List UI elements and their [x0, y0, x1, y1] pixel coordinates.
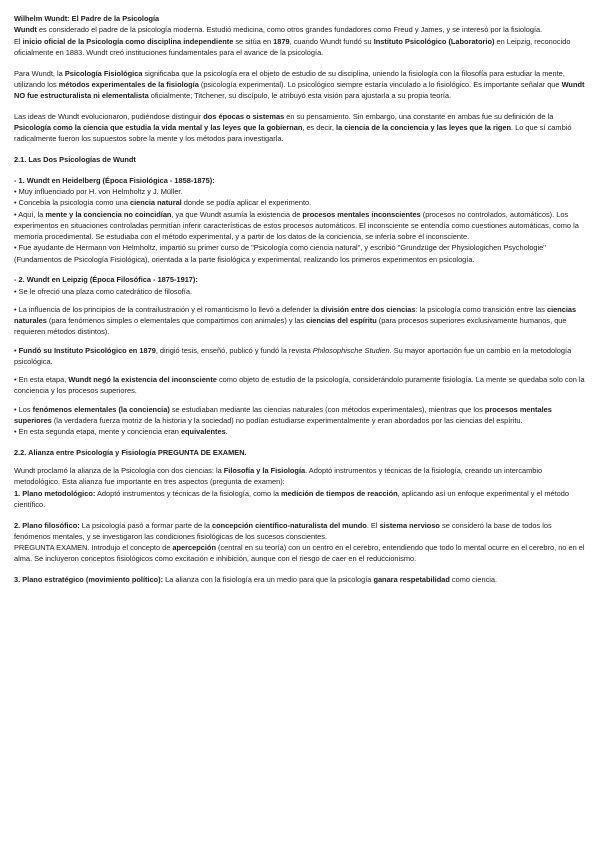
section-heading-2-1: 2.1. Las Dos Psicologías de Wundt — [14, 155, 136, 164]
plano-filosofico: 2. Plano filosófico: La psicología pasó a formar parte de la concepción científico-naturalista del mundo. El sistema nervioso se consideró la base de todos los fenómenos mentales, y se investigaron las condiciones fisiológicas de los sucesos conscientes. — [14, 520, 552, 541]
leipzig-item: • La influencia de los principios de la contrailustración y el romanticismo lo llevó a defender la división entre dos ciencias: la psicología como transición entre las ciencias naturales (para fenómenos simples o elementales que compartimos con animales) y las ciencias del espíritu (para procesos superiores exclusivamente humanos, que requieren métodos distintos). — [14, 304, 577, 337]
intro-paragraph: Wundt es considerado el padre de la psicología moderna. Estudió medicina, como otros grandes fundadores como Freud y James, y se interesó por la fisiología. — [14, 25, 543, 35]
leipzig-item: • En esta etapa, Wundt negó la existencia del inconsciente como objeto de estudio de la psicología, considerándolo puramente fisiología. La mente se quedaba solo con la conciencia y los procesos superiores. — [14, 375, 585, 396]
list-item: • Concebía la psicología como una ciencia natural donde se podía aplicar el experimento. — [14, 198, 312, 208]
intro-paragraph-2: El inicio oficial de la Psicología como disciplina independiente se sitúa en 1879, cuando Wundt fundó su Instituto Psicológico (Laboratorio) en Leipzig, reconocido oficialmente en 1883. Wundt creó instituciones fundamentales para el avance de la psicología. — [14, 36, 571, 57]
list-item: • Muy influenciado por H. von Helmholtz y J. Müller. — [14, 187, 183, 196]
heidelberg-heading: - 1. Wundt en Heidelberg (Época Fisiológica - 1858-1875): — [14, 175, 215, 185]
fisiologica-paragraph: Para Wundt, la Psicología Fisiológica significaba que la psicología era el objeto de estudio de su disciplina, uniendo la fisiología con la filosofía para estudiar la mente, utilizando los métodos experimentales de la fisiología (psicología experimental). Lo psicológico siempre estaría vinculado a lo fisiológico. Es importante señalar que Wundt NO fue estructuralista ni elementalista oficialmente; Titchener, su discípulo, le atribuyó esta visión para ajustarla a su propia teoría. — [14, 68, 585, 100]
alliance-intro: Wundt proclamó la alianza de la Psicología con dos ciencias: la Filosofía y la Fisiología. Adoptó instrumentos y técnicas de la fisiología, creando un intercambio metodológico. Esta alianza fue importante en tres aspectos (pregunta de examen): — [14, 466, 543, 487]
plano-metodologico: 1. Plano metodológico: Adoptó instrumentos y técnicas de la fisiología, como la medición de tiempos de reacción, aplicando así un enfoque experimental y el método científico. — [14, 488, 569, 509]
plano-filosofico-extra: PREGUNTA EXAMEN. Introdujo el concepto de apercepción (central en su teoría) con un centro en el cerebro, entendiendo que todo lo mental ocurre en el cerebro, no en el alma. Se incluyeron conceptos fisiológicos como excitación e inhibición, aunque con el riesgo de caer en el reduccionismo. — [14, 543, 585, 564]
leipzig-item: • Se le ofreció una plaza como catedrático de filosofía. — [14, 286, 193, 296]
leipzig-heading: - 2. Wundt en Leipzig (Época Filosófica - 1875-1917): — [14, 275, 198, 285]
leipzig-item: • Fundó su Instituto Psicológico en 1879, dirigió tesis, enseñó, publicó y fundó la revista Philosophische Studien. Su mayor aportación fue un cambio en la metodología psicológica. — [14, 345, 572, 366]
list-item: • Aquí, la mente y la conciencia no coincidían, ya que Wundt asumía la existencia de procesos mentales inconscientes (procesos no controlados, automáticos). Los experimentos en situaciones controladas permitían inferir características de estos procesos automáticos. El inconsciente se entendía como cuestiones automáticas, como la memoria procedimental. Se estudiaba con el método experimental, y a partir de los datos de la conciencia, se infería sobre el inconsciente. — [14, 209, 579, 241]
document-title: Wilhelm Wundt: El Padre de la Psicología — [14, 14, 160, 23]
epocas-paragraph: Las ideas de Wundt evolucionaron, pudiéndose distinguir dos épocas o sistemas en su pensamiento. Sin embargo, una constante en ambas fue su definición de la Psicología como la ciencia que estudia la vida mental y las leyes que la gobiernan, es decir, la ciencia de la conciencia y las leyes que la rigen. Lo que sí cambió radicalmente fueron los supuestos sobre la mente y los métodos para investigarla. — [14, 111, 572, 144]
leipzig-item: • En esta segunda etapa, mente y conciencia eran equivalentes. — [14, 427, 228, 436]
section-heading-2-2: 2.2. Alianza entre Psicología y Fisiología PREGUNTA DE EXAMEN. — [14, 447, 247, 457]
plano-estrategico: 3. Plano estratégico (movimiento político): La alianza con la fisiología era un medio para que la psicología ganara respetabilidad como ciencia. — [14, 575, 498, 584]
heidelberg-list — [14, 186, 586, 265]
leipzig-item: • Los fenómenos elementales (la conciencia) se estudiaban mediante las ciencias naturales (con métodos experimentales), mientras que los procesos mentales superiores (la verdadera fuerza motriz de la historia y la sociedad) no podían estudiarse experimentalmente y eran abordados por las ciencias del espíritu. — [14, 404, 552, 425]
list-item: • Fue ayudante de Hermann von Helmholtz, impartió su primer curso de "Psicología como ciencia natural", y escribió "Grundzüge der Physiologichen Psychologie" (Fundamentos de Psicología Fisiológica), orientada a la parte fisiológica y experimental, realizando los primeros experimentos en psicología. — [14, 243, 546, 264]
